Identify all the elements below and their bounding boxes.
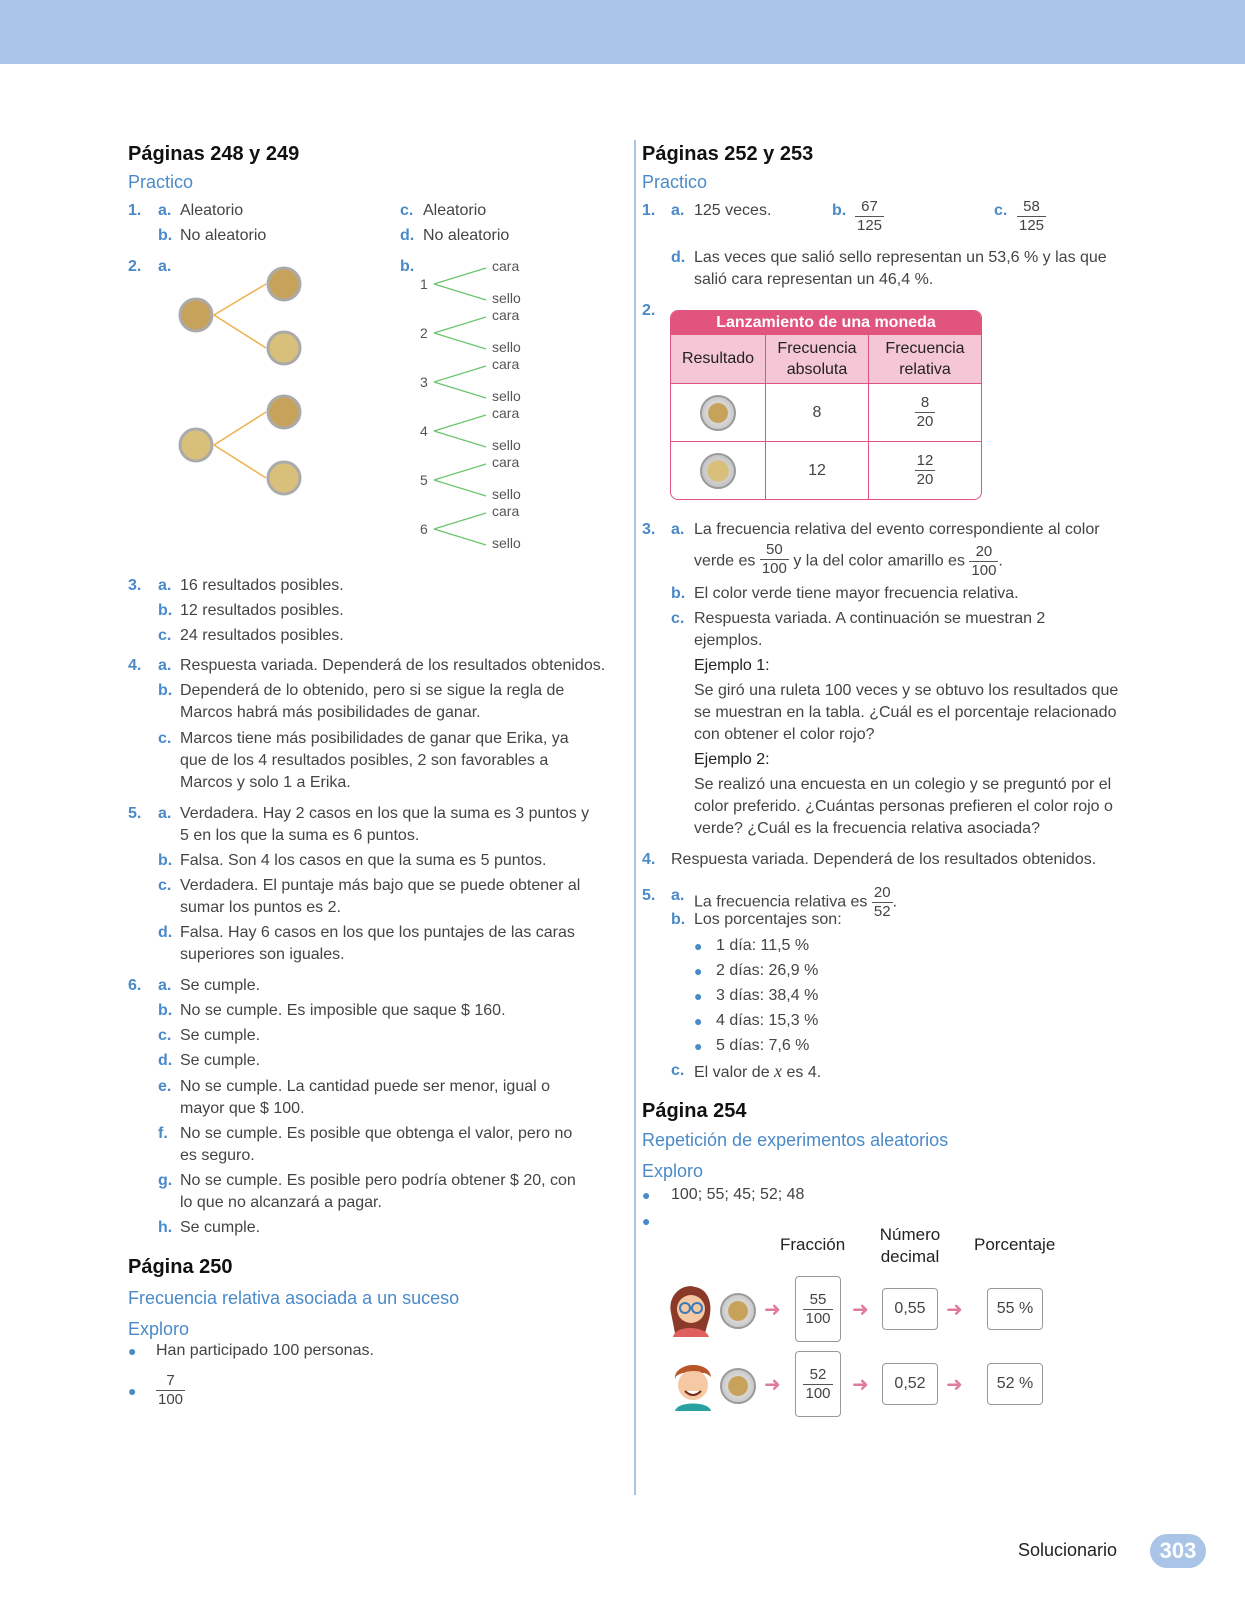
percent-box: 52 %: [987, 1363, 1043, 1405]
fraction-numerator: 8: [915, 394, 936, 413]
table-cell: 12: [766, 442, 869, 499]
answer-text: Marcos tiene más posibilidades de ganar que Erika, ya: [180, 730, 569, 747]
fraction-numerator: 20: [873, 884, 891, 901]
section-title: Páginas 248 y 249: [128, 143, 300, 165]
answer-text: Aleatorio: [423, 202, 487, 219]
answer-text: es seguro.: [180, 1147, 255, 1164]
coin-icon: [720, 1368, 756, 1404]
coin-tree-diagram: [170, 262, 320, 502]
table-title: Lanzamiento de una moneda: [671, 311, 981, 335]
section-title: Página 250: [128, 1256, 233, 1278]
coin-icon: [720, 1293, 756, 1329]
answer-text: con obtener el color rojo?: [694, 726, 875, 743]
list-item: 5 días: 7,6 %: [716, 1037, 810, 1054]
answer-text: ejemplos.: [694, 632, 763, 649]
answer-text: verde? ¿Cuál es la frecuencia relativa asociada?: [694, 820, 1040, 837]
tree-outcome-label: sello: [492, 290, 521, 306]
variable-x: x: [774, 1061, 783, 1081]
answer-text: Falsa. Son 4 los casos en que la suma es 5 puntos.: [180, 852, 547, 869]
item-letter: c.: [158, 730, 172, 747]
tree-outcome-label: sello: [492, 437, 521, 453]
question-number: 5.: [128, 805, 142, 822]
fraction: [915, 394, 936, 431]
question-number: 2.: [128, 258, 142, 275]
table-row: [671, 384, 981, 442]
item-letter: a.: [158, 977, 172, 994]
bullet-icon: ●: [642, 1187, 651, 1203]
item-letter: d.: [400, 227, 415, 244]
fraction-box: [795, 1351, 841, 1417]
fraction: [803, 1291, 832, 1328]
answer-text: .: [998, 552, 1003, 570]
list-item: 3 días: 38,4 %: [716, 987, 819, 1004]
fraction-denominator: 100: [805, 1384, 831, 1402]
fraction: [760, 541, 789, 578]
answer-text: La frecuencia relativa del evento correspondiente al color: [694, 521, 1100, 538]
die-coin-tree-lines: [430, 262, 500, 552]
section-subtitle: Frecuencia relativa asociada a un suceso: [128, 1288, 460, 1308]
answer-text: Respuesta variada. Dependerá de los resultados obtenidos.: [671, 851, 1097, 868]
coin-icon: [268, 396, 300, 428]
decimal-box: 0,55: [882, 1288, 938, 1330]
item-letter: g.: [158, 1172, 173, 1189]
answer-text: Se cumple.: [180, 977, 261, 994]
coin-icon: [180, 299, 212, 331]
column-divider: [634, 140, 636, 1495]
coin-icon: [180, 429, 212, 461]
tree-outcome-label: cara: [492, 258, 520, 274]
bullet-icon: ●: [694, 1013, 703, 1029]
fraction-numerator: 67: [855, 198, 884, 217]
item-letter: b.: [158, 852, 173, 869]
answer-text: Marcos y solo 1 a Erika.: [180, 774, 351, 791]
answer-text: Respuesta variada. A continuación se muestran 2: [694, 610, 1046, 627]
bullet-icon: ●: [128, 1343, 137, 1359]
question-number: 2.: [642, 302, 656, 319]
table-cell: [671, 384, 766, 441]
table-cell: [869, 384, 981, 441]
item-letter: a.: [158, 258, 172, 275]
answer-text: No se cumple. Es imposible que saque $ 160.: [180, 1002, 506, 1019]
fraction-denominator: 20: [916, 471, 934, 488]
bullet-icon: ●: [642, 1213, 651, 1229]
question-number: 5.: [642, 887, 656, 904]
section-subtitle: Exploro: [642, 1161, 704, 1181]
answer-text: 24 resultados posibles.: [180, 627, 344, 644]
answer-text: color preferido. ¿Cuántas personas prefieren el color rojo o: [694, 798, 1113, 815]
item-letter: a.: [671, 202, 685, 219]
fraction-numerator: 50: [760, 541, 789, 560]
answer-text: Se cumple.: [180, 1027, 261, 1044]
fraction: [969, 543, 998, 580]
girl-avatar-icon: [665, 1283, 715, 1337]
tree-die-number: 6: [420, 521, 428, 537]
tree-outcome-label: cara: [492, 356, 520, 372]
example-title: Ejemplo 1: [694, 657, 766, 674]
answer-text: salió cara representan un 46,4 %.: [694, 271, 934, 288]
answer-text-line: [694, 543, 1003, 580]
item-letter: c.: [400, 202, 414, 219]
item-letter: b.: [158, 1002, 173, 1019]
item-letter: d.: [671, 249, 686, 266]
page-number-badge: 303: [1150, 1534, 1206, 1568]
question-number: 3.: [128, 577, 142, 594]
table-cell: 8: [766, 384, 869, 441]
answer-text: 5 en los que la suma es 6 puntos.: [180, 827, 420, 844]
item-letter: c.: [994, 202, 1008, 219]
answer-text: verde es: [694, 552, 756, 570]
frequency-table: [670, 310, 982, 500]
answer-text: se muestran en la tabla. ¿Cuál es el porcentaje relacionado: [694, 704, 1117, 721]
answer-text: y la del color amarillo es: [793, 552, 965, 570]
fraction-denominator: 52: [873, 903, 891, 920]
tree-outcome-label: sello: [492, 388, 521, 404]
example-title: Ejemplo 2: [694, 751, 766, 768]
list-item: 2 días: 26,9 %: [716, 962, 819, 979]
item-letter: c.: [158, 1027, 172, 1044]
section-subtitle: Practico: [128, 172, 194, 192]
fraction-box: [795, 1276, 841, 1342]
fraction-denominator: 100: [971, 562, 997, 579]
answer-text: No se cumple. La cantidad puede ser menor, igual o: [180, 1078, 551, 1095]
answer-text: que de los 4 resultados posibles, 2 son favorables a: [180, 752, 549, 769]
fraction: [855, 198, 884, 235]
item-letter: b.: [158, 682, 173, 699]
bullet-icon: ●: [694, 1038, 703, 1054]
answer-text: Falsa. Hay 6 casos en los que los puntajes de las caras: [180, 924, 575, 941]
question-number: 4.: [642, 851, 656, 868]
answer-text: 12 resultados posibles.: [180, 602, 344, 619]
tree-die-number: 5: [420, 472, 428, 488]
tree-outcome-label: sello: [492, 486, 521, 502]
answer-text: Se giró una ruleta 100 veces y se obtuvo los resultados que: [694, 682, 1119, 699]
table-cell: [671, 442, 766, 499]
item-letter: c.: [671, 610, 685, 627]
column-label: Fracción: [780, 1235, 846, 1254]
coin-icon: [268, 268, 300, 300]
item-letter: a.: [158, 805, 172, 822]
boy-avatar-icon: [667, 1357, 717, 1411]
answer-text: Marcos habrá más posibilidades de ganar.: [180, 704, 481, 721]
example-label: Ejemplo 1:: [694, 657, 770, 674]
item-letter: b.: [158, 602, 173, 619]
table-cell: [869, 442, 981, 499]
answer-text: Se cumple.: [180, 1219, 261, 1236]
fraction-numerator: 12: [916, 452, 934, 469]
tree-outcome-label: sello: [492, 535, 521, 551]
section-title: Páginas 252 y 253: [642, 143, 814, 165]
question-number: 1.: [642, 202, 656, 219]
section-subtitle: Practico: [642, 172, 708, 192]
section-subtitle: Repetición de experimentos aleatorios: [642, 1130, 949, 1150]
tree-die-number: 1: [420, 276, 428, 292]
coin-icon: [268, 332, 300, 364]
fraction-numerator: 20: [969, 543, 998, 562]
answer-text: No se cumple. Es posible que obtenga el valor, pero no: [180, 1125, 573, 1142]
arrow-right-icon: ➜: [946, 1299, 963, 1321]
fraction-denominator: 125: [857, 217, 883, 234]
column-header: [869, 335, 981, 383]
item-letter: d.: [158, 1052, 173, 1069]
coin-tails-icon: [700, 453, 736, 489]
table-row: [671, 442, 981, 499]
bullet-icon: ●: [694, 938, 703, 954]
tree-die-number: 2: [420, 325, 428, 341]
column-header-line: Frecuencia: [885, 340, 965, 357]
fraction-numerator: 58: [1017, 198, 1046, 217]
fraction: [156, 1372, 185, 1409]
column-header-line: Frecuencia: [777, 340, 857, 357]
answer-text: Aleatorio: [180, 202, 244, 219]
fraction: [872, 884, 893, 921]
answer-text: lo que no alcanzará a pagar.: [180, 1194, 382, 1211]
answer-text: Los porcentajes son:: [694, 911, 842, 928]
answer-text: sumar los puntos es 2.: [180, 899, 341, 916]
item-letter: b.: [832, 202, 847, 219]
item-letter: a.: [158, 202, 172, 219]
decimal-box: 0,52: [882, 1363, 938, 1405]
question-number: 4.: [128, 657, 142, 674]
question-number: 1.: [128, 202, 142, 219]
answer-text: El color verde tiene mayor frecuencia relativa.: [694, 585, 1019, 602]
column-header: [766, 335, 869, 383]
tree-outcome-label: cara: [492, 405, 520, 421]
item-letter: e.: [158, 1078, 172, 1095]
tree-die-number: 3: [420, 374, 428, 390]
column-label: [870, 1224, 950, 1268]
item-letter: b.: [158, 227, 173, 244]
question-number: 3.: [642, 521, 656, 538]
answer-text: Verdadera. El puntaje más bajo que se puede obtener al: [180, 877, 581, 894]
answer-text-line: La frecuencia relativa es $\frac{20}{52}$ .: [694, 884, 898, 920]
item-letter: b.: [671, 585, 686, 602]
item-letter: a.: [671, 887, 685, 904]
column-header: Resultado: [671, 335, 766, 383]
arrow-right-icon: ➜: [852, 1374, 869, 1396]
fraction: [1017, 198, 1046, 235]
coin-heads-icon: [700, 395, 736, 431]
section-title: Página 254: [642, 1100, 747, 1122]
section-subtitle: Exploro: [128, 1319, 190, 1339]
fraction-numerator: 52: [803, 1366, 832, 1385]
tree-outcome-label: cara: [492, 503, 520, 519]
footer-label: Solucionario: [1018, 1540, 1118, 1560]
bullet-icon: ●: [694, 963, 703, 979]
item-letter: c.: [158, 627, 172, 644]
coin-icon: [268, 462, 300, 494]
answer-text: No aleatorio: [180, 227, 267, 244]
item-letter: a.: [671, 521, 685, 538]
answer-text: Dependerá de lo obtenido, pero si se sigue la regla de: [180, 682, 565, 699]
bullet-icon: ●: [694, 988, 703, 1004]
answer-text: Han participado 100 personas.: [156, 1342, 374, 1359]
fraction-denominator: 20: [916, 413, 934, 430]
item-letter: a.: [158, 577, 172, 594]
question-number: 6.: [128, 977, 142, 994]
item-letter: c.: [158, 877, 172, 894]
fraction-numerator: 55: [803, 1291, 832, 1310]
fraction-denominator: 125: [1019, 217, 1045, 234]
table-header-row: [671, 335, 981, 384]
answer-text: El valor de: [694, 1064, 770, 1081]
answer-text: Verdadera. Hay 2 casos en los que la suma es 3 puntos y: [180, 805, 590, 822]
item-letter: b.: [671, 911, 686, 928]
arrow-right-icon: ➜: [764, 1299, 781, 1321]
answer-text: es 4.: [786, 1064, 822, 1081]
answer-text: No se cumple. Es posible pero podría obtener $ 20, con: [180, 1172, 576, 1189]
column-label: Porcentaje: [974, 1235, 1056, 1254]
list-item: 1 día: 11,5 %: [716, 937, 810, 954]
answer-text: No aleatorio: [423, 227, 510, 244]
answer-text: 16 resultados posibles.: [180, 577, 344, 594]
percent-box: 55 %: [987, 1288, 1043, 1330]
fraction-denominator: 100: [761, 560, 787, 577]
column-header-line: relativa: [899, 361, 951, 378]
tree-outcome-label: cara: [492, 454, 520, 470]
item-letter: d.: [158, 924, 173, 941]
fraction-denominator: 100: [805, 1309, 831, 1327]
answer-text: Se cumple.: [180, 1052, 261, 1069]
item-letter: h.: [158, 1219, 173, 1236]
fraction-denominator: 100: [158, 1391, 184, 1408]
answer-text: La frecuencia relativa es: [694, 893, 868, 911]
arrow-right-icon: ➜: [852, 1299, 869, 1321]
fraction: [803, 1366, 832, 1403]
fraction: [915, 452, 936, 489]
answer-text: 125 veces.: [694, 202, 772, 219]
column-label-line: decimal: [880, 1247, 940, 1266]
item-letter: a.: [158, 657, 172, 674]
answer-text: Respuesta variada. Dependerá de los resultados obtenidos.: [180, 657, 606, 674]
answer-text: 100; 55; 45; 52; 48: [671, 1186, 805, 1203]
fraction-numerator: 7: [156, 1372, 185, 1391]
tree-outcome-label: cara: [492, 307, 520, 323]
item-letter: c.: [671, 1062, 685, 1079]
answer-text: superiores son iguales.: [180, 946, 345, 963]
item-letter: b.: [400, 258, 415, 275]
arrow-right-icon: ➜: [946, 1374, 963, 1396]
tree-outcome-label: sello: [492, 339, 521, 355]
answer-text: Se realizó una encuesta en un colegio y se preguntó por el: [694, 776, 1112, 793]
item-letter: f.: [158, 1125, 168, 1142]
column-header-line: absoluta: [786, 361, 848, 378]
answer-text-line: [694, 1060, 821, 1084]
column-label-line: Número: [879, 1225, 941, 1244]
tree-die-number: 4: [420, 423, 428, 439]
answer-text: mayor que $ 100.: [180, 1100, 305, 1117]
answer-text: Las veces que salió sello representan un 53,6 % y las que: [694, 249, 1107, 266]
bullet-icon: ●: [128, 1383, 137, 1399]
example-label: Ejemplo 2:: [694, 751, 770, 768]
arrow-right-icon: ➜: [764, 1374, 781, 1396]
list-item: 4 días: 15,3 %: [716, 1012, 819, 1029]
banner-brush-edge: [0, 44, 1245, 74]
